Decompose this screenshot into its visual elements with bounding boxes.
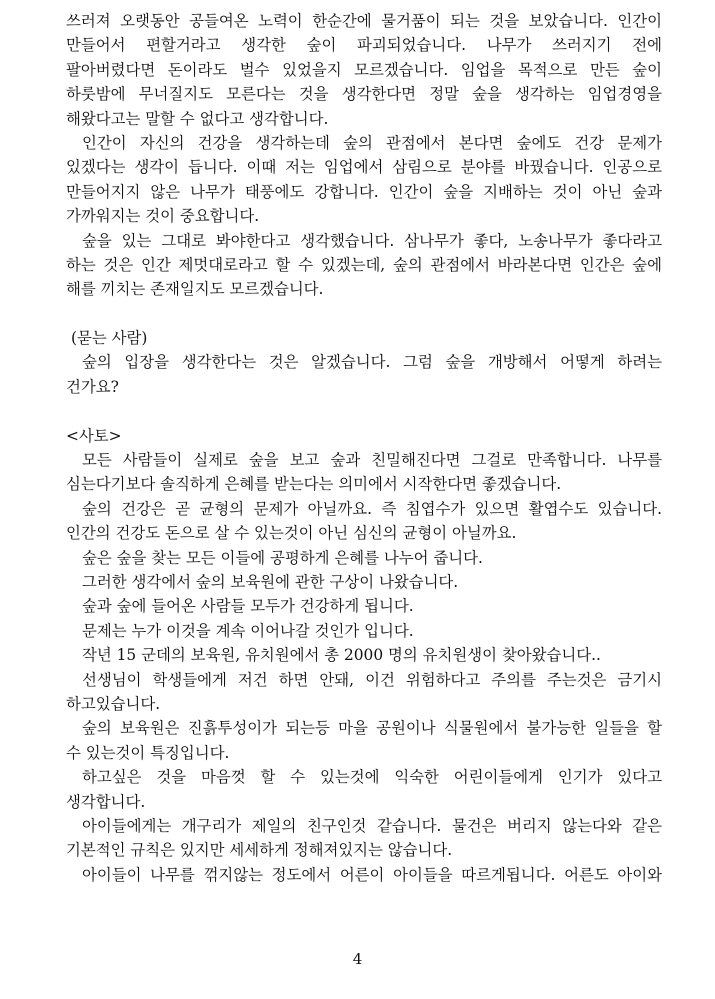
- text-line: 가까워지는 것이 중요합니다.: [66, 207, 260, 226]
- text-line: 그러한 생각에서 숲의 보육원에 관한 구상이 나왔습니다.: [82, 572, 459, 591]
- text-line: 하는 것은 인간 제멋대로라고 할 수 있겠는데, 숲의 관점에서 바라본다면 인간은 숲에: [66, 255, 662, 274]
- speaker-label: <사토>: [66, 426, 122, 445]
- text-line: 해를 끼치는 존재일지도 모르겠습니다.: [66, 280, 324, 299]
- text-line: 아이들에게는 개구리가 제일의 친구인것 같습니다. 물건은 버리지 않는다와 같은: [82, 816, 662, 835]
- text-line: 아이들이 나무를 꺾지않는 정도에서 어른이 아이들을 따르게됩니다. 어른도 아이와: [82, 865, 662, 884]
- text-line: 인간의 건강도 돈으로 살 수 있는것이 아닌 심신의 균형이 아닐까요.: [66, 524, 517, 543]
- text-line: 숲은 숲을 찾는 모든 이들에 공평하게 은혜를 나누어 줍니다.: [82, 548, 483, 567]
- text-line: 심는다기보다 솔직하게 은혜를 받는다는 의미에서 시작한다면 좋겠습니다.: [66, 475, 562, 494]
- text-line: 작년 15 군데의 보육원, 유치원에서 총 2000 명의 유치원생이 찾아왔습니다..: [82, 646, 601, 665]
- text-line: 쓰러져 오랫동안 공들여온 노력이 한순간에 물거품이 되는 것을 보았습니다. 인간이: [66, 12, 662, 30]
- text-line: 인간이 자신의 건강을 생각하는데 숲의 관점에서 본다면 숲에도 건강 문제가: [82, 133, 662, 152]
- text-line: 숲을 있는 그대로 봐야한다고 생각했습니다. 삼나무가 좋다, 노송나무가 좋다라고: [82, 231, 662, 250]
- text-line: 기본적인 규칙은 있지만 세세하게 정해져있지는 않습니다.: [66, 841, 453, 860]
- text-line: 문제는 누가 이것을 계속 이어나갈 것인가 입니다.: [82, 621, 414, 640]
- text-line: 있겠다는 생각이 듭니다. 이때 저는 임업에서 삼림으로 분야를 바꿨습니다. 인공으로: [66, 158, 662, 177]
- text-line: 선생님이 학생들에게 저건 하면 안돼, 이건 위험하다고 주의를 주는것은 금기시: [82, 670, 662, 689]
- text-line: 수 있는것이 특징입니다.: [66, 743, 230, 762]
- text-line: 하룻밤에 무너질지도 모른다는 것을 생각한다면 정말 숲을 생각하는 임업경영을: [66, 85, 662, 104]
- text-line: 생각합니다.: [66, 792, 146, 811]
- document-body: [66, 9, 662, 887]
- text-line: 모든 사람들이 실제로 숲을 보고 숲과 친밀해진다면 그걸로 만족합니다. 나무를: [82, 451, 662, 470]
- text-line: 건가요?: [66, 377, 119, 396]
- text-line: 숲과 숲에 들어온 사람들 모두가 건강하게 됩니다.: [82, 597, 414, 616]
- speaker-label: (묻는 사람): [71, 329, 148, 348]
- text-line: 하고있습니다.: [66, 694, 161, 713]
- text-line: 만들어서 편할거라고 생각한 숲이 파괴되었습니다. 나무가 쓰러지기 전에: [66, 36, 662, 55]
- text-line: 숲의 건강은 곧 균형의 문제가 아닐까요. 즉 침엽수가 있으면 활엽수도 있습니다.: [82, 499, 662, 518]
- text-line: 팔아버렸다면 돈이라도 벌수 있었을지 모르겠습니다. 임업을 목적으로 만든 숲이: [66, 60, 662, 79]
- page-number: 4: [352, 950, 363, 968]
- text-line: 숲의 보육원은 진흙투성이가 되는등 마을 공원이나 식물원에서 불가능한 일들을 할: [82, 719, 662, 738]
- text-line: 하고싶은 것을 마음껏 할 수 있는것에 익숙한 어린이들에게 인기가 있다고: [82, 768, 662, 787]
- text-line: 해왔다고는 말할 수 없다고 생각합니다.: [66, 109, 329, 128]
- text-line: 숲의 입장을 생각한다는 것은 알겠습니다. 그럼 숲을 개방해서 어떻게 하려는: [82, 353, 662, 372]
- text-line: 만들어지지 않은 나무가 태풍에도 강합니다. 인간이 숲을 지배하는 것이 아닌 숲과: [66, 182, 662, 201]
